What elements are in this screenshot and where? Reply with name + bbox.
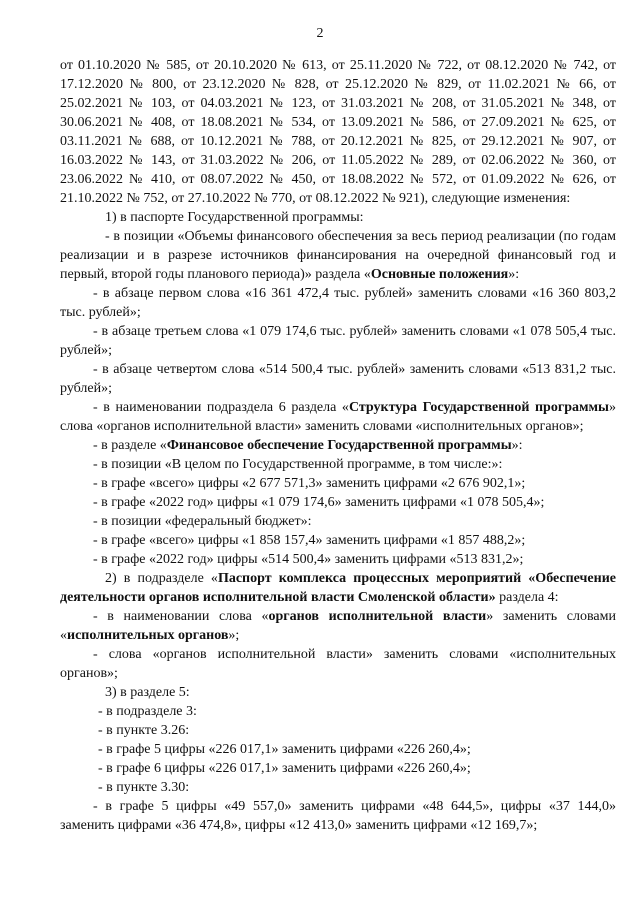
list-item: - в графе «2022 год» цифры «514 500,4» заменить цифрами «513 831,2»; <box>93 552 524 567</box>
bold-fragment: Финансовое обеспечение Государственной программы <box>166 438 512 453</box>
list-item: - в позиции «федеральный бюджет»: <box>93 514 312 529</box>
list-item: - в пункте 3.30: <box>98 780 190 795</box>
paragraph-fourth-abzac: - в абзаце четвертом слова «514 500,4 тыс. рублей» заменить словами «513 831,2 тыс. рублей»; <box>60 362 616 396</box>
bold-fragment: исполнительных органов <box>67 628 229 643</box>
bold-fragment: Основные положения <box>370 267 509 282</box>
list-item: - в графе 5 цифры «226 017,1» заменить цифрами «226 260,4»; <box>98 742 471 757</box>
list-item: - в графе 5 цифры «49 557,0» заменить цифрами «48 644,5», цифры «37 144,0» заменить цифрами «36 474,8», цифры «12 413,0» заменить цифрами «12 169,7»; <box>60 799 616 833</box>
paragraph-first-abzac: - в абзаце первом слова «16 361 472,4 тыс. рублей» заменить словами «16 360 803,2 тыс. рублей»; <box>60 286 616 320</box>
bold-fragment: органов исполнительной власти <box>268 609 487 624</box>
text-fragment: »: <box>511 438 523 453</box>
document-body <box>60 56 616 835</box>
text-fragment: - в позиции «Объемы финансового обеспечения за весь период реализации (по годам реализации и в разрезе источников финансирования на очередной финансовый год и первый, второй годы планового периода)» раздела « <box>60 229 616 282</box>
paragraph-words-replace: - слова «органов исполнительной власти» заменить словами «исполнительных органов»; <box>60 647 616 681</box>
section-1-title: 1) в паспорте Государственной программы: <box>105 210 364 225</box>
paragraph-structure <box>60 398 616 436</box>
list-item: - в графе «2022 год» цифры «1 079 174,6» заменить цифрами «1 078 505,4»; <box>93 495 545 510</box>
list-item: - в позиции «В целом по Государственной программе, в том числе:»: <box>93 457 503 472</box>
bold-fragment: Структура Государственной программы <box>348 400 609 415</box>
text-fragment: »: <box>508 267 520 282</box>
section-2-paragraph <box>60 569 616 607</box>
paragraph-financing-section <box>60 436 616 455</box>
text-fragment: » слова «органов исполнительной власти» заменить словами «исполнительных органов»; <box>60 400 616 434</box>
list-item: - в графе «всего» цифры «2 677 571,3» заменить цифрами «2 676 902,1»; <box>93 476 526 491</box>
text-fragment: - в разделе « <box>93 438 167 453</box>
text-fragment: - в наименовании слова « <box>93 609 269 624</box>
paragraph-naming <box>60 607 616 645</box>
page-number: 2 <box>316 26 324 41</box>
list-item: - в пункте 3.26: <box>98 723 190 738</box>
text-fragment: - в наименовании подраздела 6 раздела « <box>93 400 349 415</box>
section-1-position-paragraph <box>60 227 616 284</box>
bold-fragment: Паспорт комплекса процессных мероприятий «Обеспечение деятельности органов исполнительной власти Смоленской области» <box>60 571 616 605</box>
text-fragment: » заменить словами « <box>60 609 616 643</box>
list-item: - в графе 6 цифры «226 017,1» заменить цифрами «226 260,4»; <box>98 761 471 776</box>
text-fragment: »; <box>228 628 240 643</box>
text-fragment: раздела 4: <box>495 590 559 605</box>
list-item: - в графе «всего» цифры «1 858 157,4» заменить цифрами «1 857 488,2»; <box>93 533 526 548</box>
section-3-title: 3) в разделе 5: <box>105 685 190 700</box>
list-item: - в подразделе 3: <box>98 704 197 719</box>
intro-paragraph: от 01.10.2020 № 585, от 20.10.2020 № 613, от 25.11.2020 № 722, от 08.12.2020 № 742, от 17.12.2020 № 800, от 23.12.2020 № 828, от 25.12.2020 № 829, от 11.02.2021 № 66, от 25.02.2021 № 103, от 04.03.2021 № 123, от 31.03.2021 № 208, от 31.05.2021 № 348, от 30.06.2021 № 408, от 18.08.2021 № 534, от 13.09.2021 № 586, от 27.09.2021 № 625, от 03.11.2021 № 688, от 10.12.2021 № 788, от 20.12.2021 № 825, от 29.12.2021 № 907, от 16.03.2022 № 143, от 31.03.2022 № 206, от 11.05.2022 № 289, от 02.06.2022 № 360, от 23.06.2022 № 410, от 08.07.2022 № 450, от 18.08.2022 № 572, от 01.09.2022 № 626, от 21.10.2022 № 752, от 27.10.2022 № 770, от 08.12.2022 № 921), следующие изменения: <box>60 58 616 206</box>
paragraph-third-abzac: - в абзаце третьем слова «1 079 174,6 тыс. рублей» заменить словами «1 078 505,4 тыс. рублей»; <box>60 324 616 358</box>
text-fragment: 2) в подразделе « <box>105 571 218 586</box>
